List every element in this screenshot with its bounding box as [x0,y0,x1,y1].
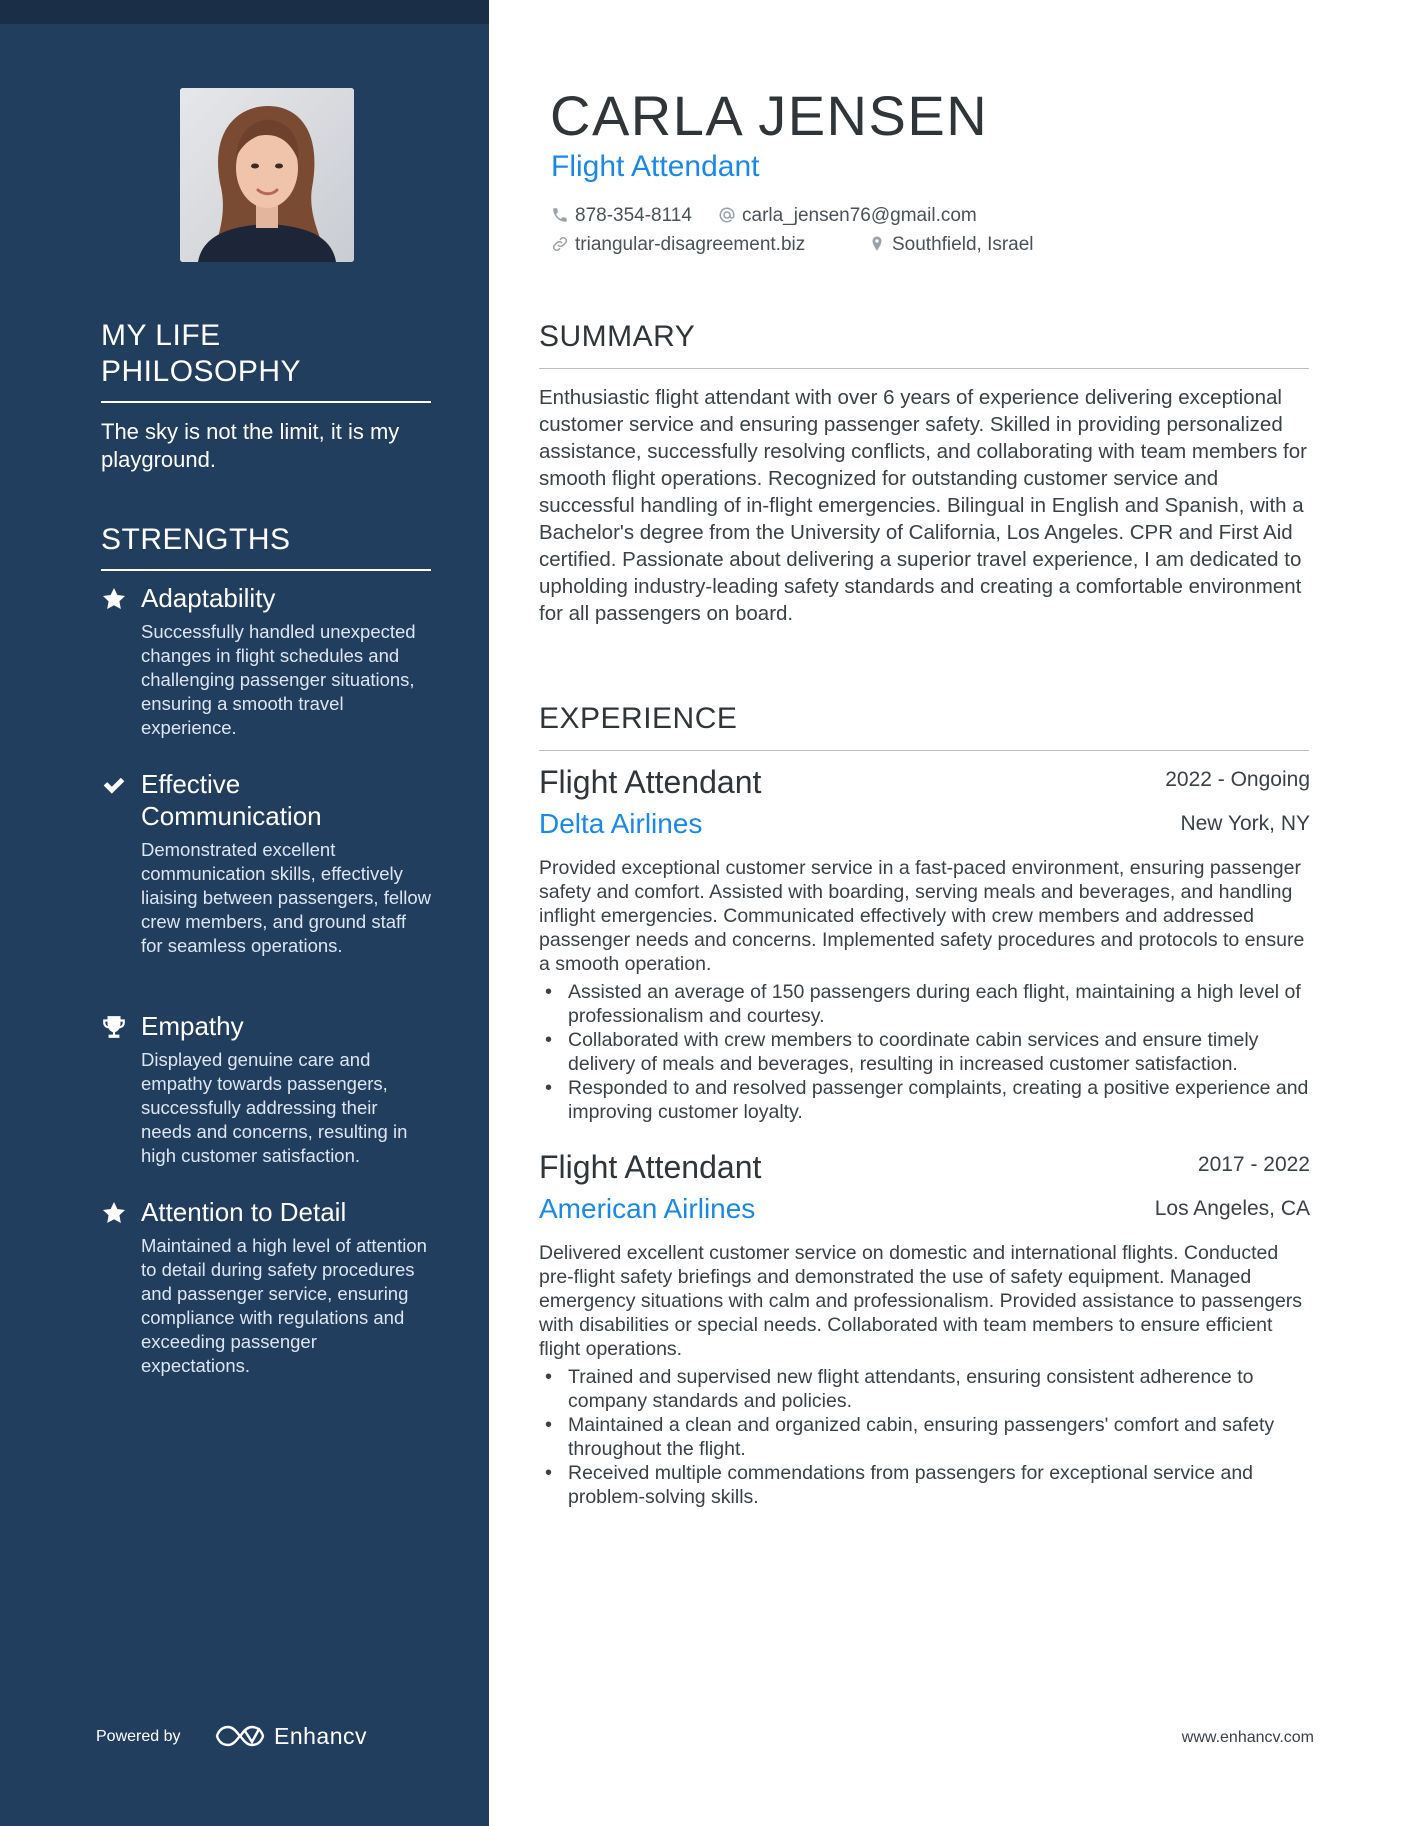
job-company: American Airlines [539,1193,756,1224]
philosophy-divider [101,401,431,403]
contact-website [551,233,805,257]
job-bullet: • Collaborated with crew members to coordinate cabin services and ensure timely delivery of meals and beverages, resulting in increased customer satisfaction. [539,1028,1310,1076]
job-dates: 2017 - 2022 [1197,1153,1310,1176]
strength-item [101,768,431,958]
job-bullet: • Trained and supervised new flight attendants, ensuring consistent adherence to company standards and policies. [539,1365,1310,1413]
strength-description: Displayed genuine care and empathy towards passengers, successfully addressing their needs and concerns, resulting in high customer satisfaction. [141,1049,408,1166]
job-location: Los Angeles, CA [1154,1197,1310,1220]
sidebar-top-band [0,0,489,24]
powered-by-label: Powered by [96,1728,181,1745]
profile-photo-illustration [180,88,354,262]
strength-item [101,582,431,740]
sidebar [0,0,489,1826]
strength-description: Demonstrated excellent communication skills, effectively liaising between passengers, fellow crew members, and ground staff for seamless operations. [141,839,432,956]
job-bullet: • Responded to and resolved passenger complaints, creating a positive experience and improving customer loyalty. [539,1076,1310,1124]
philosophy-text: The sky is not the limit, it is my playground. [101,419,400,472]
contact-phone [551,204,692,228]
checkmark-icon [101,772,127,798]
enhancv-brand-name: Enhancv [274,1723,368,1749]
phone-icon [551,206,569,224]
link-icon [551,235,569,253]
profile-photo [180,88,354,262]
strengths-divider [101,569,431,571]
trophy-icon [101,1014,127,1040]
strength-title: Effective Communication [141,769,322,831]
strengths-heading: STRENGTHS [101,523,291,556]
strength-title: Adaptability [141,583,276,613]
footer-url[interactable]: www.enhancv.com [1181,1729,1314,1746]
contact-email [718,204,977,228]
star-icon [101,1200,127,1226]
enhancv-logo-icon [215,1722,265,1750]
summary-heading: SUMMARY [539,320,696,353]
strength-title: Empathy [141,1011,244,1041]
contact-location [868,233,1034,257]
job-bullet: • Received multiple commendations from passengers for exceptional service and problem-solving skills. [539,1461,1310,1509]
job-bullets [539,1365,1310,1509]
experience-divider [539,750,1309,751]
philosophy-heading-line2: PHILOSOPHY [101,355,302,388]
summary-text: Enthusiastic flight attendant with over 6 years of experience delivering exceptional customer service and ensuring passenger safety. Skilled in providing personalized assistance, successfully resolving conflicts, and collaborating with team members for smooth flight operations. Recognized for outstanding customer service and successful handling of in-flight emergencies. Bilingual in English and Spanish, with a Bachelor's degree from the University of California, Los Angeles. CPR and First Aid certified. Passionate about delivering a superior travel experience, I am dedicated to upholding industry-leading safety standards and creating a comfortable environment for all passengers on board. [539,386,1307,625]
strength-item [101,1196,431,1378]
candidate-name: CARLA JENSEN [550,84,989,147]
email-text: carla_jensen76@gmail.com [742,205,977,226]
location-pin-icon [868,235,886,253]
website-text: triangular-disagreement.biz [575,234,806,255]
strength-description: Successfully handled unexpected changes in flight schedules and challenging passenger situations, ensuring a smooth travel experience. [141,621,416,738]
philosophy-heading-line1: MY LIFE [101,319,221,352]
job-bullet: • Assisted an average of 150 passengers during each flight, maintaining a high level of professionalism and courtesy. [539,980,1310,1028]
phone-text: 878-354-8114 [575,205,692,226]
job-title: Flight Attendant [539,1149,762,1185]
summary-divider [539,368,1309,369]
job-dates: 2022 - Ongoing [1165,768,1310,791]
job-bullets [539,980,1310,1124]
strength-title: Attention to Detail [141,1197,347,1227]
strength-description: Maintained a high level of attention to detail during safety procedures and passenger service, ensuring compliance with regulations and exceeding passenger expectations. [141,1235,427,1376]
star-icon [101,586,127,612]
job-description: Provided exceptional customer service in a fast-paced environment, ensuring passenger safety and comfort. Assisted with boarding, serving meals and beverages, and handling inflight emergencies. Communicated effectively with crew members and addressed passenger needs and concerns. Implemented safety procedures and protocols to ensure a smooth operation. [539,857,1305,975]
candidate-title: Flight Attendant [551,150,760,183]
job-company: Delta Airlines [539,808,703,839]
location-text: Southfield, Israel [892,234,1034,255]
job-bullet: • Maintained a clean and organized cabin, ensuring passengers' comfort and safety throughout the flight. [539,1413,1310,1461]
job-description: Delivered excellent customer service on domestic and international flights. Conducted pre-flight safety briefings and demonstrated the use of safety equipment. Managed emergency situations with calm and professionalism. Provided assistance to passengers with disabilities or special needs. Collaborated with team members to ensure efficient flight operations. [539,1242,1303,1360]
strength-item [101,1010,431,1168]
at-sign-icon [718,206,736,224]
experience-heading: EXPERIENCE [539,702,738,735]
philosophy-heading [101,318,431,390]
job-title: Flight Attendant [539,764,762,800]
job-location: New York, NY [1180,812,1310,835]
